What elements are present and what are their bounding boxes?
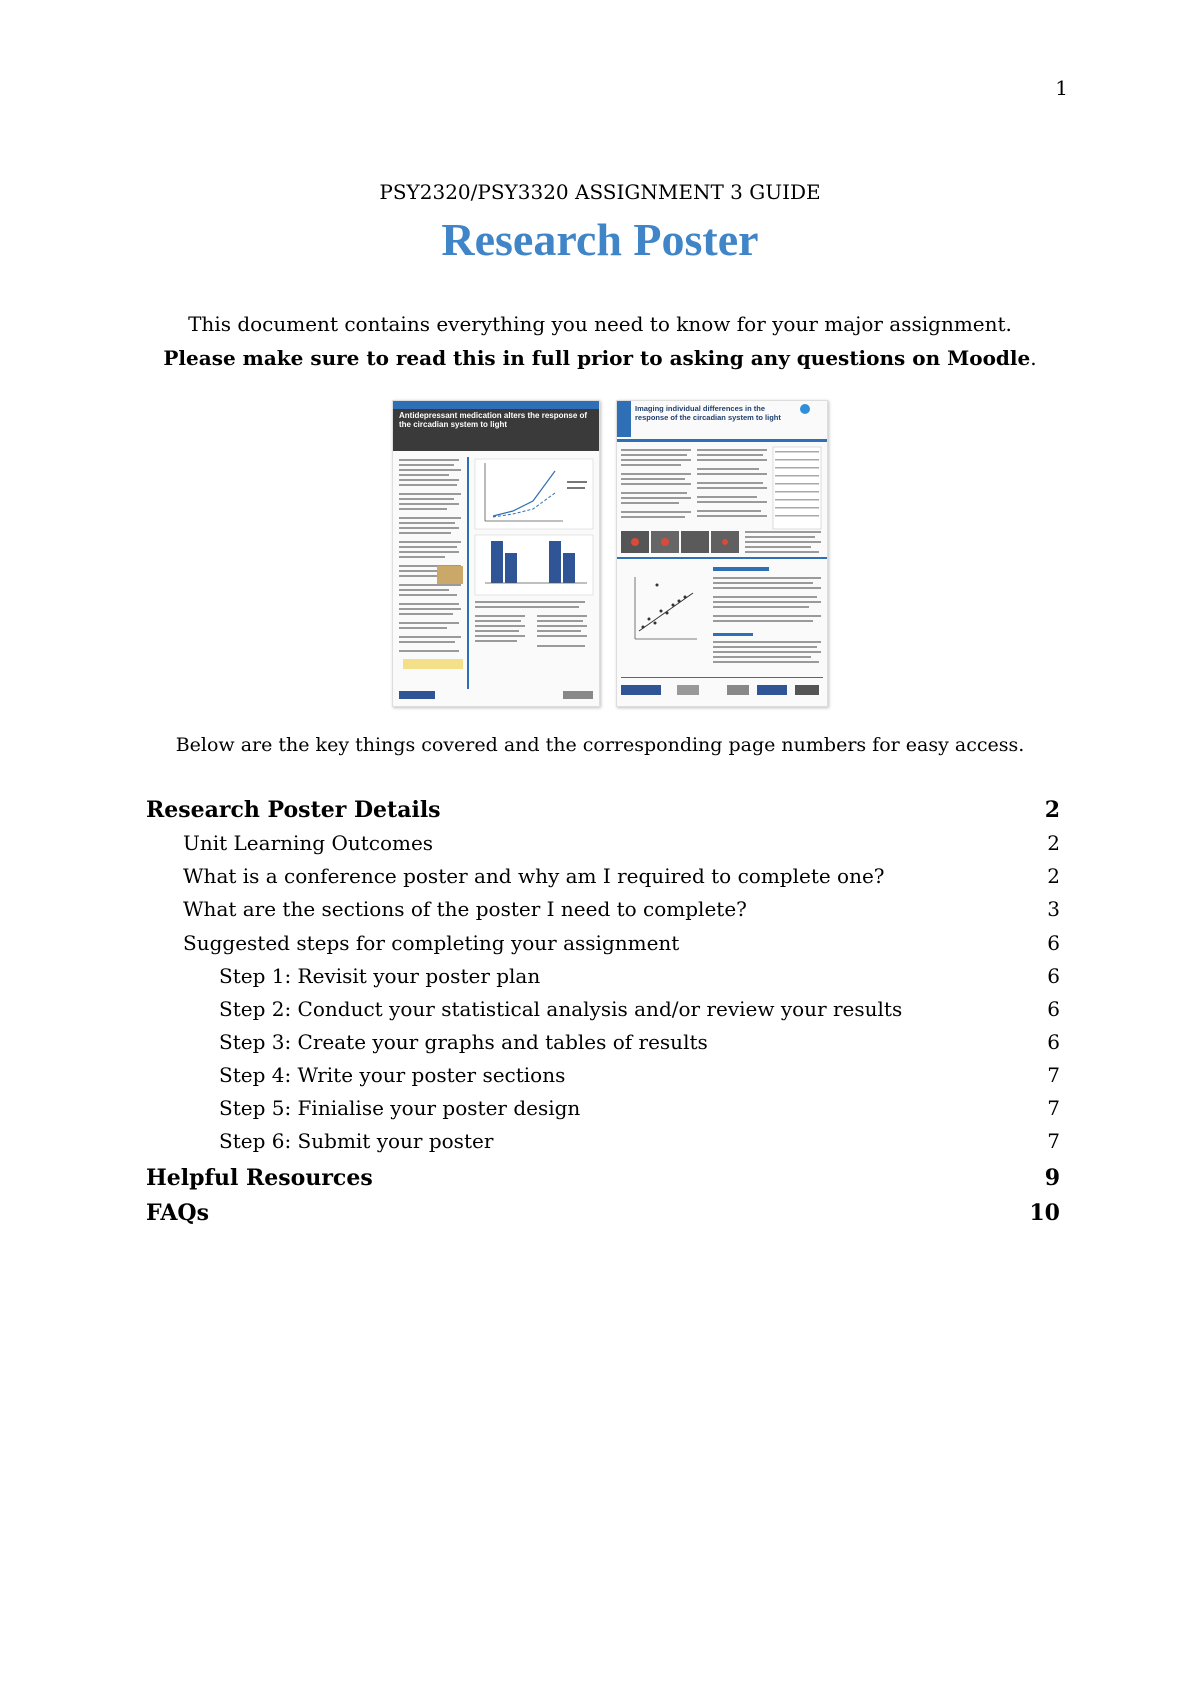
toc-entry[interactable]	[0, 797, 1200, 827]
poster-thumbnail-left	[392, 400, 600, 707]
toc-entry[interactable]	[0, 831, 1200, 861]
toc-entry-label: Suggested steps for completing your assignment	[183, 931, 680, 955]
toc-entry-label: Step 6: Submit your poster	[219, 1129, 494, 1153]
poster-right-title-2: response of the circadian system to light	[635, 413, 781, 422]
toc-entry[interactable]	[0, 1030, 1200, 1060]
toc-entry[interactable]	[0, 931, 1200, 961]
toc-entry-label: Unit Learning Outcomes	[183, 831, 434, 855]
toc-entry[interactable]	[0, 1096, 1200, 1126]
document-header: PSY2320/PSY3320 ASSIGNMENT 3 GUIDE	[379, 180, 821, 204]
poster-left-banner: Antidepressant medication alters the response of the circadian system to light	[399, 411, 588, 429]
toc-entry[interactable]	[0, 1165, 1200, 1195]
intro-text: This document contains everything you need to know for your major assignment.	[188, 312, 1012, 336]
toc-entry-page: 7	[1047, 1129, 1060, 1153]
document-title: Research Poster	[441, 214, 759, 265]
toc-entry-label: Step 3: Create your graphs and tables of results	[219, 1030, 708, 1054]
poster-right-title-1: Imaging individual differences in the	[635, 404, 766, 413]
poster-thumbnail-right	[616, 400, 828, 707]
poster-right-graphic	[617, 401, 827, 706]
toc-entry-label: Step 1: Revisit your poster plan	[219, 964, 541, 988]
toc-entry[interactable]	[0, 1200, 1200, 1230]
toc-entry-page: 2	[1047, 864, 1060, 888]
toc-entry[interactable]	[0, 997, 1200, 1027]
notice-text	[0, 346, 1200, 370]
poster-left-graphic	[393, 401, 599, 706]
toc-entry-page: 7	[1047, 1063, 1060, 1087]
toc-entry-page: 2	[1047, 831, 1060, 855]
toc-entry-label: Step 2: Conduct your statistical analysis and/or review your results	[219, 997, 903, 1021]
toc-entry-page: 6	[1047, 931, 1060, 955]
toc-entry-label: Helpful Resources	[146, 1165, 373, 1191]
notice-bold: Please make sure to read this in full prior to asking any questions on Moodle	[163, 346, 1031, 370]
toc-entry-page: 6	[1047, 997, 1060, 1021]
toc-entry-label: What is a conference poster and why am I required to complete one?	[183, 864, 885, 888]
notice-end: .	[1030, 346, 1037, 370]
toc-entry-label: Step 4: Write your poster sections	[219, 1063, 566, 1087]
toc-entry-label: Step 5: Finialise your poster design	[219, 1096, 581, 1120]
toc-entry-page: 7	[1047, 1096, 1060, 1120]
toc-entry-page: 9	[1044, 1165, 1060, 1191]
toc-entry[interactable]	[0, 1063, 1200, 1093]
page-number: 1	[1055, 76, 1068, 100]
toc-entry[interactable]	[0, 964, 1200, 994]
toc-entry[interactable]	[0, 897, 1200, 927]
toc-entry-label: FAQs	[146, 1200, 209, 1226]
toc-entry-page: 2	[1044, 797, 1060, 823]
toc-entry-label: Research Poster Details	[146, 797, 441, 823]
toc-entry-page: 6	[1047, 964, 1060, 988]
toc-intro-text: Below are the key things covered and the corresponding page numbers for easy access.	[175, 734, 1025, 756]
toc-entry[interactable]	[0, 864, 1200, 894]
toc-entry-label: What are the sections of the poster I need to complete?	[183, 897, 747, 921]
toc-entry-page: 6	[1047, 1030, 1060, 1054]
toc-entry[interactable]	[0, 1129, 1200, 1159]
toc-entry-page: 10	[1029, 1200, 1060, 1226]
toc-entry-page: 3	[1047, 897, 1060, 921]
